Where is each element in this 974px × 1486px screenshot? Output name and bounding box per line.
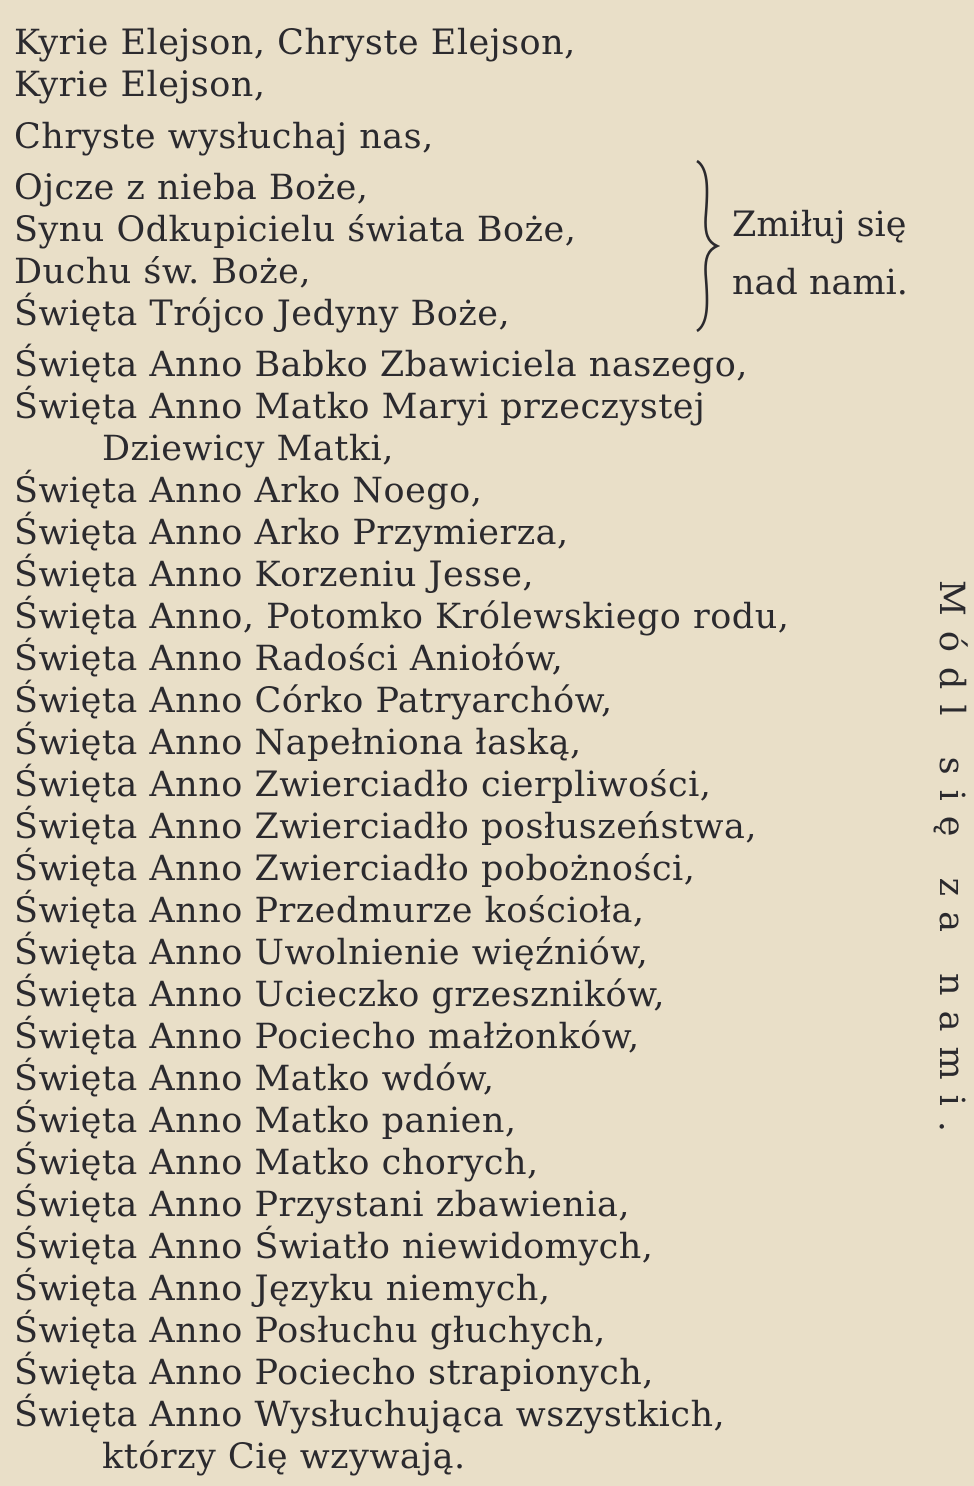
right-curly-brace bbox=[694, 158, 720, 334]
trinity-response bbox=[732, 196, 908, 312]
invocation-line: Święta Anno Arko Noego, bbox=[14, 471, 483, 511]
invocation-line: Święta Anno Pociecho małżonków, bbox=[14, 1017, 640, 1057]
invocation-line: Święta Anno Matko Maryi przeczystej bbox=[14, 387, 706, 427]
invocation-line: Święta Anno Napełniona łaską, bbox=[14, 723, 582, 763]
invocations-response-vertical: Módl się za nami. bbox=[931, 580, 971, 1147]
invocation-line: Święta Anno Pociecho strapionych, bbox=[14, 1353, 654, 1393]
invocation-line: Święta Anno Matko wdów, bbox=[14, 1059, 495, 1099]
opening-line-2: Kyrie Elejson, bbox=[14, 65, 266, 105]
trinity-response-line-1: Zmiłuj się bbox=[732, 205, 907, 245]
invocation-line-continuation: Dziewicy Matki, bbox=[102, 429, 394, 469]
invocation-line: Święta Anno Posłuchu głuchych, bbox=[14, 1311, 606, 1351]
invocation-line: Święta Anno Przedmurze kościoła, bbox=[14, 891, 645, 931]
trinity-response-line-2: nad nami. bbox=[732, 263, 908, 303]
invocation-line: Święta Anno Uwolnienie więźniów, bbox=[14, 933, 649, 973]
trinity-line-4: Święta Trójco Jedyny Boże, bbox=[14, 294, 511, 334]
invocation-line: Święta Anno, Potomko Królewskiego rodu, bbox=[14, 597, 790, 637]
invocation-line: Święta Anno Matko chorych, bbox=[14, 1143, 539, 1183]
invocation-line: Święta Anno Korzeniu Jesse, bbox=[14, 555, 535, 595]
invocation-line: Święta Anno Światło niewidomych, bbox=[14, 1227, 654, 1267]
invocation-line: Święta Anno Arko Przymierza, bbox=[14, 513, 569, 553]
trinity-line-1: Ojcze z nieba Boże, bbox=[14, 168, 369, 208]
invocation-line: Święta Anno Zwierciadło posłuszeństwa, bbox=[14, 807, 757, 847]
invocation-line: Święta Anno Babko Zbawiciela naszego, bbox=[14, 345, 748, 385]
invocation-line: Święta Anno Córko Patryarchów, bbox=[14, 681, 613, 721]
invocation-line: Święta Anno Matko panien, bbox=[14, 1101, 517, 1141]
invocation-line: Święta Anno Zwierciadło cierpliwości, bbox=[14, 765, 712, 805]
invocation-line: Święta Anno Języku niemych, bbox=[14, 1269, 551, 1309]
invocation-line: Święta Anno Radości Aniołów, bbox=[14, 639, 564, 679]
invocation-line: Święta Anno Zwierciadło pobożności, bbox=[14, 849, 696, 889]
trinity-line-3: Duchu św. Boże, bbox=[14, 252, 312, 292]
invocation-line: Święta Anno Przystani zbawienia, bbox=[14, 1185, 631, 1225]
invocation-line-continuation: którzy Cię wzywają. bbox=[102, 1437, 466, 1477]
trinity-line-2: Synu Odkupicielu świata Boże, bbox=[14, 210, 577, 250]
invocation-line: Święta Anno Ucieczko grzeszników, bbox=[14, 975, 666, 1015]
invocation-line: Święta Anno Wysłuchująca wszystkich, bbox=[14, 1395, 726, 1435]
opening-line-3: Chryste wysłuchaj nas, bbox=[14, 117, 434, 157]
opening-line-1: Kyrie Elejson, Chryste Elejson, bbox=[14, 23, 576, 63]
